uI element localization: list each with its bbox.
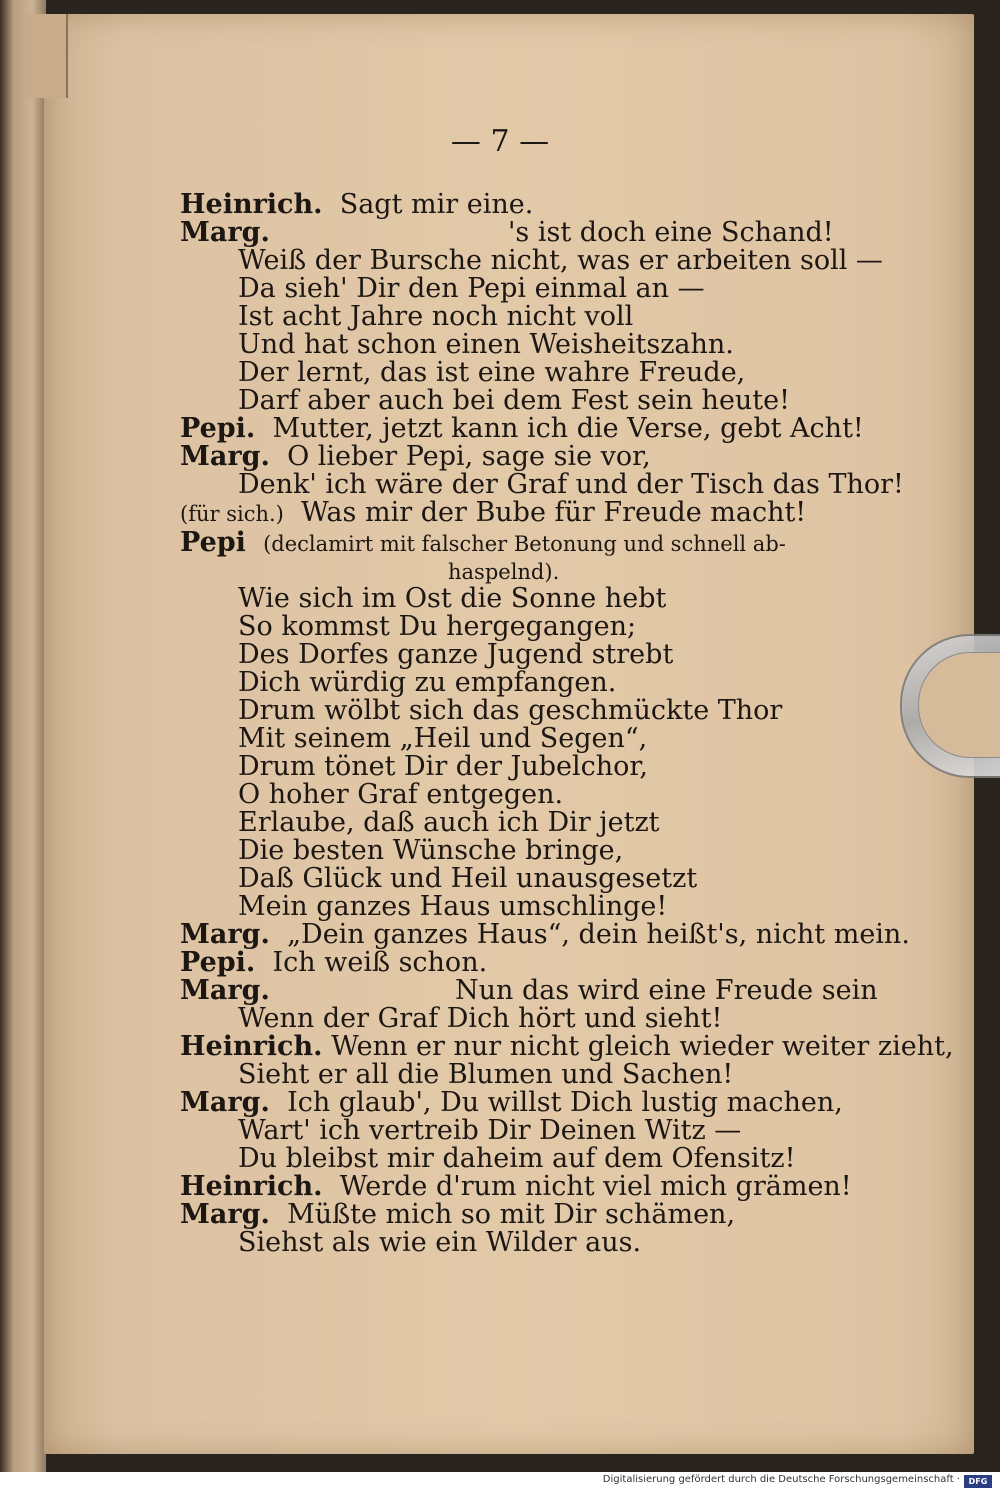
- speaker-name: Marg.: [180, 217, 270, 248]
- line-text: O lieber Pepi, sage sie vor,: [287, 441, 651, 472]
- stage-direction: (declamirt mit falscher Betonung und schnell ab-: [263, 532, 786, 556]
- line-text: Da sieh' Dir den Pepi einmal an —: [238, 273, 705, 304]
- speaker-name: Heinrich.: [180, 1171, 323, 1202]
- text-line: [180, 528, 786, 559]
- line-text: Siehst als wie ein Wilder aus.: [238, 1227, 642, 1258]
- line-text: Sieht er all die Blumen und Sachen!: [238, 1059, 734, 1090]
- line-text: Du bleibst mir daheim auf dem Ofensitz!: [238, 1143, 796, 1174]
- text-line: [238, 1144, 795, 1174]
- text-line: [180, 414, 864, 444]
- text-line: [180, 218, 270, 248]
- text-line: [238, 752, 648, 782]
- text-line: [238, 358, 745, 388]
- text-line: [180, 1088, 843, 1118]
- line-text: Der lernt, das ist eine wahre Freude,: [238, 357, 746, 388]
- speaker-name: Heinrich.: [180, 189, 323, 220]
- speaker-name: Marg.: [180, 975, 270, 1006]
- line-text: Drum tönet Dir der Jubelchor,: [238, 751, 648, 782]
- book-spine: [0, 0, 46, 1472]
- line-text: Die besten Wünsche bringe,: [238, 835, 624, 866]
- line-text: Und hat schon einen Weisheitszahn.: [238, 329, 734, 360]
- line-text: Wart' ich vertreib Dir Deinen Witz —: [238, 1115, 742, 1146]
- text-line: [180, 920, 910, 950]
- stage-direction: (für sich.): [180, 502, 284, 526]
- text-line: [238, 330, 734, 360]
- line-text: Denk' ich wäre der Graf und der Tisch das Thor!: [238, 469, 904, 500]
- line-text: Daß Glück und Heil unausgesetzt: [238, 863, 698, 894]
- text-line: [180, 442, 651, 472]
- speaker-name: Heinrich.: [180, 1031, 323, 1062]
- line-text: Drum wölbt sich das geschmückte Thor: [238, 695, 783, 726]
- text-line: [238, 1060, 733, 1090]
- line-text: Wenn der Graf Dich hört und sieht!: [238, 1003, 723, 1034]
- text-line: [238, 1116, 741, 1146]
- text-line: [238, 246, 883, 276]
- dfg-logo-icon: DFG: [964, 1475, 992, 1488]
- text-line: [180, 948, 487, 978]
- text-line: [238, 836, 623, 866]
- text-line: [238, 640, 673, 670]
- text-line: [180, 1172, 852, 1202]
- line-text: Mutter, jetzt kann ich die Verse, gebt Acht!: [272, 413, 864, 444]
- speaker-name: Marg.: [180, 441, 270, 472]
- line-text: Mein ganzes Haus umschlinge!: [238, 891, 668, 922]
- text-line: [238, 274, 705, 304]
- speaker-name: Marg.: [180, 919, 270, 950]
- text-line: [238, 302, 633, 332]
- text-line: [180, 498, 806, 529]
- text-line: [180, 976, 270, 1006]
- text-line: [238, 1004, 722, 1034]
- text-line: [238, 724, 647, 754]
- text-line: [238, 470, 904, 500]
- line-text: Weiß der Bursche nicht, was er arbeiten soll —: [238, 245, 883, 276]
- footer-credit: Digitalisierung gefördert durch die Deutsche Forschungsgemeinschaft ·: [602, 1474, 960, 1485]
- speaker-name: Pepi.: [180, 413, 256, 444]
- line-text: Sagt mir eine.: [339, 189, 534, 220]
- line-text: Erlaube, daß auch ich Dir jetzt: [238, 807, 660, 838]
- line-text: Wie sich im Ost die Sonne hebt: [238, 583, 667, 614]
- line-text: Müßte mich so mit Dir schämen,: [287, 1199, 736, 1230]
- text-line: [180, 1032, 954, 1062]
- text-line: [238, 892, 667, 922]
- text-line: [180, 1200, 735, 1230]
- text-line: [508, 218, 834, 248]
- speaker-name: Pepi.: [180, 947, 256, 978]
- text-line: [238, 808, 660, 838]
- line-text: „Dein ganzes Haus“, dein heißt's, nicht mein.: [287, 919, 910, 950]
- text-line: [238, 1228, 641, 1258]
- text-line: [238, 696, 782, 726]
- line-text: Werde d'rum nicht viel mich grämen!: [339, 1171, 852, 1202]
- line-text: Des Dorfes ganze Jugend strebt: [238, 639, 674, 670]
- text-line: [238, 584, 666, 614]
- speaker-name: Marg.: [180, 1087, 270, 1118]
- text-line: [238, 612, 636, 642]
- line-text: Darf aber auch bei dem Fest sein heute!: [238, 385, 790, 416]
- line-text: Ist acht Jahre noch nicht voll: [238, 301, 634, 332]
- text-line: [180, 190, 533, 220]
- text-line: [238, 864, 697, 894]
- speaker-name: Marg.: [180, 1199, 270, 1230]
- text-line: [455, 976, 878, 1006]
- text-line: [238, 668, 616, 698]
- stage-direction: haspelnd).: [448, 560, 560, 584]
- page-tab: [26, 14, 68, 98]
- line-text: 's ist doch eine Schand!: [508, 217, 834, 248]
- line-text: Was mir der Bube für Freude macht!: [301, 497, 807, 528]
- line-text: Dich würdig zu empfangen.: [238, 667, 617, 698]
- page-number: — 7 —: [450, 124, 550, 159]
- line-text: O hoher Graf entgegen.: [238, 779, 564, 810]
- footer-bar: [0, 1472, 1000, 1491]
- text-line: [238, 386, 790, 416]
- line-text: So kommst Du hergegangen;: [238, 611, 637, 642]
- line-text: Ich glaub', Du willst Dich lustig machen,: [287, 1087, 843, 1118]
- line-text: Mit seinem „Heil und Segen“,: [238, 723, 648, 754]
- line-text: Nun das wird eine Freude sein: [455, 975, 878, 1006]
- speaker-name: Pepi: [180, 527, 246, 558]
- line-text: Ich weiß schon.: [272, 947, 488, 978]
- text-line: [238, 780, 563, 810]
- line-text: Wenn er nur nicht gleich wieder weiter zieht,: [331, 1031, 954, 1062]
